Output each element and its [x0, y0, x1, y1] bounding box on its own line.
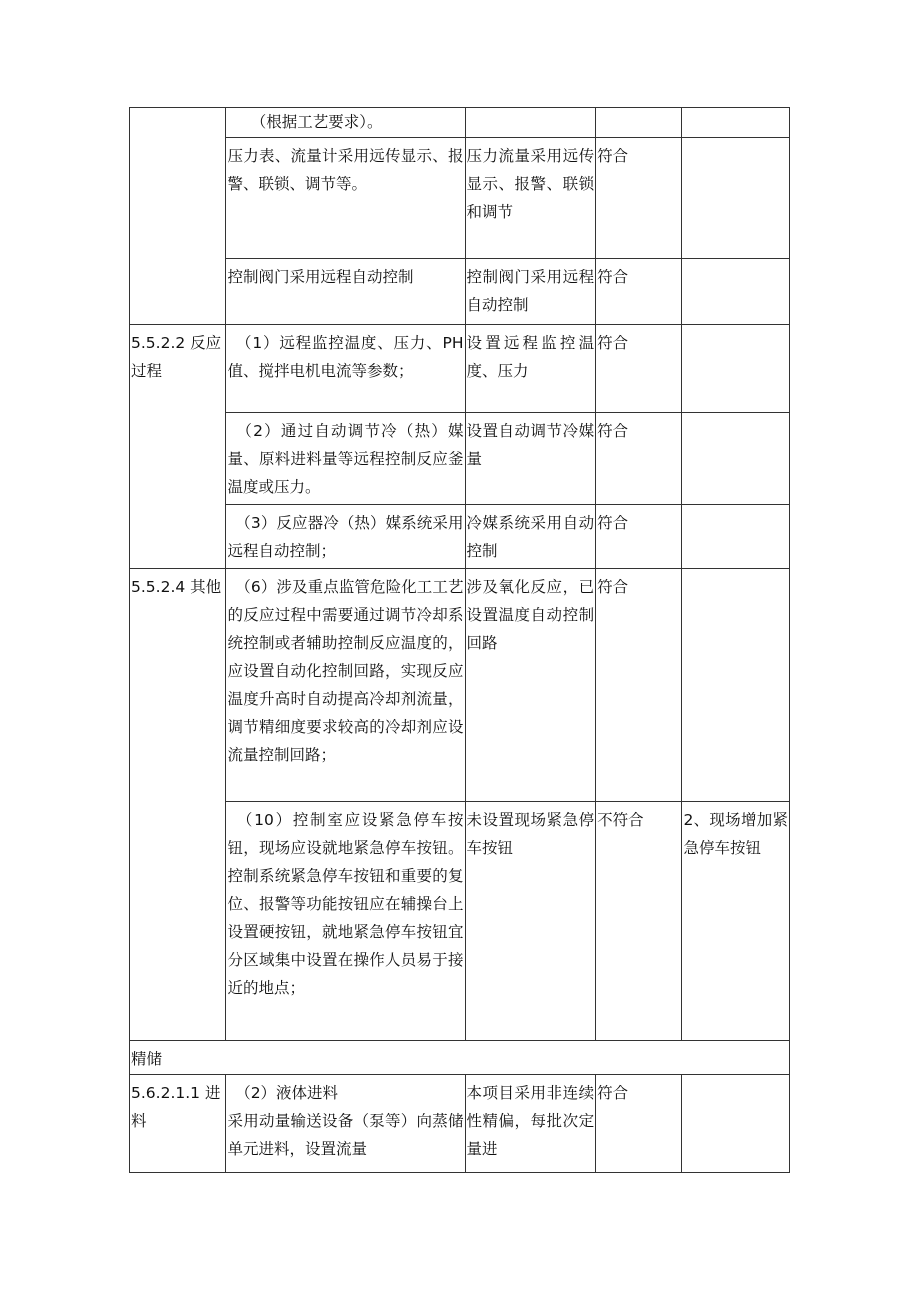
actual-cell: 压力流量采用远传显示、报警、联锁和调节 — [465, 138, 596, 259]
table-row — [130, 108, 790, 138]
remark-cell: 2、现场增加紧急停车按钮 — [682, 802, 790, 1041]
remark-cell — [682, 505, 790, 569]
table-row — [130, 325, 790, 413]
remark-cell — [682, 259, 790, 325]
result-cell: 符合 — [596, 569, 682, 802]
remark-cell — [682, 413, 790, 505]
table-row — [130, 569, 790, 802]
actual-cell: 冷媒系统采用自动控制 — [465, 505, 596, 569]
clause-cell: 5.5.2.2 反应过程 — [130, 325, 226, 569]
remark-cell — [682, 1075, 790, 1173]
requirement-cell: （6）涉及重点监管危险化工工艺的反应过程中需要通过调节冷却系统控制或者辅助控制反应温度的，应设置自动化控制回路，实现反应温度升高时自动提高冷却剂流量，调节精细度要求较高的冷却剂应设流量控制回路； — [226, 569, 465, 802]
inspection-table — [129, 107, 790, 1173]
requirement-cell: 压力表、流量计采用远传显示、报警、联锁、调节等。 — [226, 138, 465, 259]
result-cell: 符合 — [596, 1075, 682, 1173]
requirement-cell: 控制阀门采用远程自动控制 — [226, 259, 465, 325]
clause-cell: 5.6.2.1.1 进料 — [130, 1075, 226, 1173]
table-row — [130, 802, 790, 1041]
table-row — [130, 413, 790, 505]
requirement-cell: （10）控制室应设紧急停车按钮，现场应设就地紧急停车按钮。控制系统紧急停车按钮和重要的复位、报警等功能按钮应在辅操台上设置硬按钮，就地紧急停车按钮宜分区域集中设置在操作人员易于接近的地点； — [226, 802, 465, 1041]
section-title: 精储 — [130, 1041, 790, 1075]
actual-cell: 本项目采用非连续性精偏，每批次定量进 — [465, 1075, 596, 1173]
result-cell: 不符合 — [596, 802, 682, 1041]
requirement-cell: （1）远程监控温度、压力、PH值、搅拌电机电流等参数； — [226, 325, 465, 413]
table-row — [130, 138, 790, 259]
requirement-cell: （2）通过自动调节冷（热）媒量、原料进料量等远程控制反应釜温度或压力。 — [226, 413, 465, 505]
table-row — [130, 1075, 790, 1173]
actual-cell: 设置远程监控温度、压力 — [465, 325, 596, 413]
actual-cell — [465, 108, 596, 138]
result-cell: 符合 — [596, 259, 682, 325]
table-row — [130, 259, 790, 325]
actual-cell: 控制阀门采用远程自动控制 — [465, 259, 596, 325]
section-row — [130, 1041, 790, 1075]
actual-cell: 设置自动调节冷媒量 — [465, 413, 596, 505]
clause-cell: 5.5.2.4 其他 — [130, 569, 226, 1041]
table-row — [130, 505, 790, 569]
clause-cell — [130, 108, 226, 325]
requirement-cell: （2）液体进料 采用动量输送设备（泵等）向蒸储单元进料，设置流量 — [226, 1075, 465, 1173]
requirement-cell: （3）反应器冷（热）媒系统采用远程自动控制； — [226, 505, 465, 569]
result-cell: 符合 — [596, 413, 682, 505]
remark-cell — [682, 569, 790, 802]
result-cell: 符合 — [596, 138, 682, 259]
actual-cell: 未设置现场紧急停车按钮 — [465, 802, 596, 1041]
remark-cell — [682, 138, 790, 259]
result-cell: 符合 — [596, 505, 682, 569]
requirement-cell: （根据工艺要求）。 — [226, 108, 465, 138]
result-cell — [596, 108, 682, 138]
remark-cell — [682, 325, 790, 413]
remark-cell — [682, 108, 790, 138]
actual-cell: 涉及氧化反应，已设置温度自动控制回路 — [465, 569, 596, 802]
result-cell: 符合 — [596, 325, 682, 413]
